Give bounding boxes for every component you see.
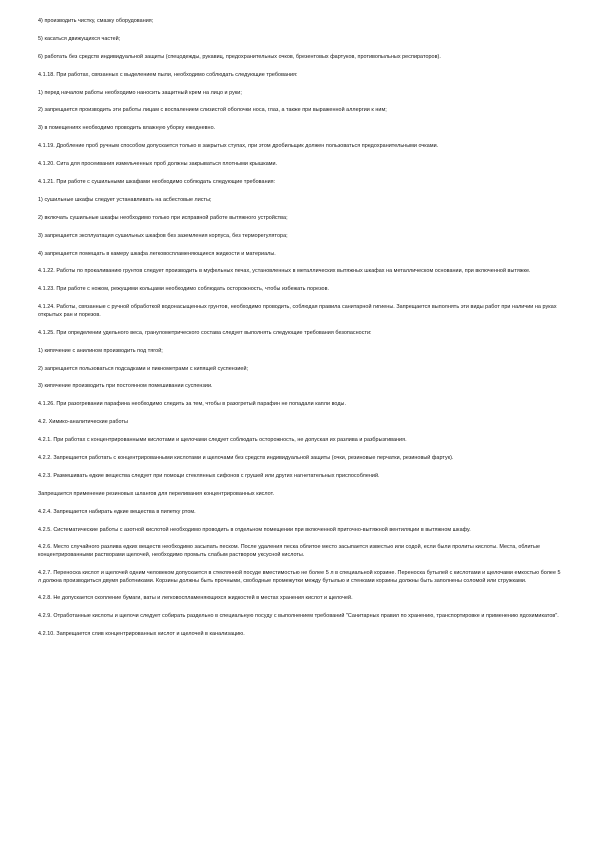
paragraph: 3) кипячение производить при постоянном помешивании суспензии. (38, 383, 213, 390)
paragraph: 4.2.1. При работах с концентрированными кислотами и щелочами следует соблюдать осторожность, не допуская их разлива и разбрызгивания. (38, 437, 407, 444)
paragraph: 4.1.25. При определении удельного веса, гранулометрического состава следует выполнять следующие требования безопасности: (38, 329, 372, 336)
paragraph: 2) запрещается пользоваться подсадками и пикнометрами с кипящей суспензией; (38, 365, 249, 372)
paragraph: 6) работать без средств индивидуальной защиты (спецодежды, рукавиц, предохранительных очков, брезентовых фартуков, противопыльных респираторов). (38, 53, 441, 60)
paragraph: 2) включать сушильные шкафы необходимо только при исправной работе вытяжного устройства; (38, 214, 288, 221)
paragraph: 4.2.9. Отработанные кислоты и щелочи следует собирать раздельно в специальную посуду с выполнением требований "Санитарных правил по хранению, транспортировке и применению ядохимикатов". (38, 613, 559, 620)
paragraph: 4.1.24. Работы, связанные с ручной обработкой водонасыщенных грунтов, необходимо проводить, соблюдая правила санитарной гигиены. Запрещается выполнять эти виды работ при наличии на руках открытых ран и порезов. (38, 304, 557, 318)
paragraph: 4.2.10. Запрещается слив концентрированных кислот и щелочей в канализацию. (38, 631, 245, 638)
paragraph: 4.2.7. Переноска кислот и щелочей одним человеком допускается в стеклянной посуде вместимостью не более 5 л в специальной корзине. Переноска бутылей с кислотами и щелочами емкостью более 5 л должна производиться двумя работниками. Корзины должны быть прочными, свободные промежутки между бутылью и стенками корзины должны быть заполнены соломой или стружками. (38, 569, 561, 584)
paragraph: 4.2.2. Запрещается работать с концентрированными кислотами и щелочами без средств индивидуальной защиты (очки, резиновые перчатки, резиновый фартук). (38, 454, 454, 461)
paragraph: 4.1.23. При работе с ножом, режущими кольцами необходимо соблюдать осторожность, чтобы избежать порезов. (38, 286, 330, 293)
paragraph: 4.1.19. Дробление проб ручным способом допускается только в закрытых ступах, при этом дробильщик должен пользоваться предохранительными очками. (38, 143, 439, 150)
paragraph: 2) запрещается производить эти работы лицам с воспалением слизистой оболочки носа, глаз, а также при выраженной аллергии к ним; (38, 107, 387, 114)
paragraph: 4.2.6. Место случайного разлива едких веществ необходимо засыпать песком. После удаления песка облитое место засыпается известью или содой, если были пролиты кислоты. Места, облитые концентрированными растворами щелочей, необходимо промыть слабым раствором уксусной кислоты. (38, 544, 541, 559)
paragraph: 4.1.21. При работе с сушильными шкафами необходимо соблюдать следующие требования: (38, 179, 276, 186)
paragraph: 4.2.4. Запрещается набирать едкие вещества в пипетку ртом. (38, 508, 196, 515)
paragraph: 4.2.5. Систематические работы с азотной кислотой необходимо проводить в отдельном помещении при включенной приточно-вытяжной вентиляции в вытяжном шкафу. (38, 526, 471, 533)
paragraph: 4.1.26. При разогревании парафина необходимо следить за тем, чтобы в разогретый парафин не попадали капли воды. (38, 401, 347, 408)
paragraph: 4) запрещается помещать в камеру шкафа легковоспламеняющиеся жидкости и материалы. (38, 250, 276, 257)
paragraph: 1) сушильные шкафы следует устанавливать на асбестовые листы; (38, 196, 212, 203)
paragraph: 4.1.20. Сита для просеивания измельченных проб должны закрываться плотными крышками. (38, 161, 278, 168)
paragraph: 4.2.8. Не допускается скопление бумаги, ваты и легковоспламеняющихся жидкостей в местах хранения кислот и щелочей. (38, 595, 353, 602)
paragraph: 4.2.3. Размешивать едкие вещества следует при помощи стеклянных сифонов с грушей или других нагнетательных приспособлений. (38, 472, 380, 479)
paragraph: 1) перед началом работы необходимо наносить защитный крем на лицо и руки; (38, 89, 242, 96)
paragraph: 4) производить чистку, смазку оборудования; (38, 18, 154, 24)
section-heading: 4.2. Химико-аналитические работы (38, 419, 128, 426)
paragraph: 1) кипячение с анилином производить под тягой; (38, 347, 163, 354)
paragraph: 4.1.22. Работы по прокаливанию грунтов следует производить в муфельных печах, установленных в металлических вытяжных шкафах на металлическом основании, при включенной вытяжке. (38, 268, 531, 275)
paragraph: 3) в помещениях необходимо проводить влажную уборку ежедневно. (38, 125, 216, 132)
paragraph: 5) касаться движущихся частей; (38, 35, 121, 42)
paragraph: 3) запрещается эксплуатация сушильных шкафов без заземления корпуса, без терморегулятора; (38, 232, 288, 239)
paragraph: 4.1.18. При работах, связанных с выделением пыли, необходимо соблюдать следующие требования: (38, 71, 298, 78)
paragraph: Запрещается применение резиновых шлангов для переливания концентрированных кислот. (38, 490, 275, 497)
